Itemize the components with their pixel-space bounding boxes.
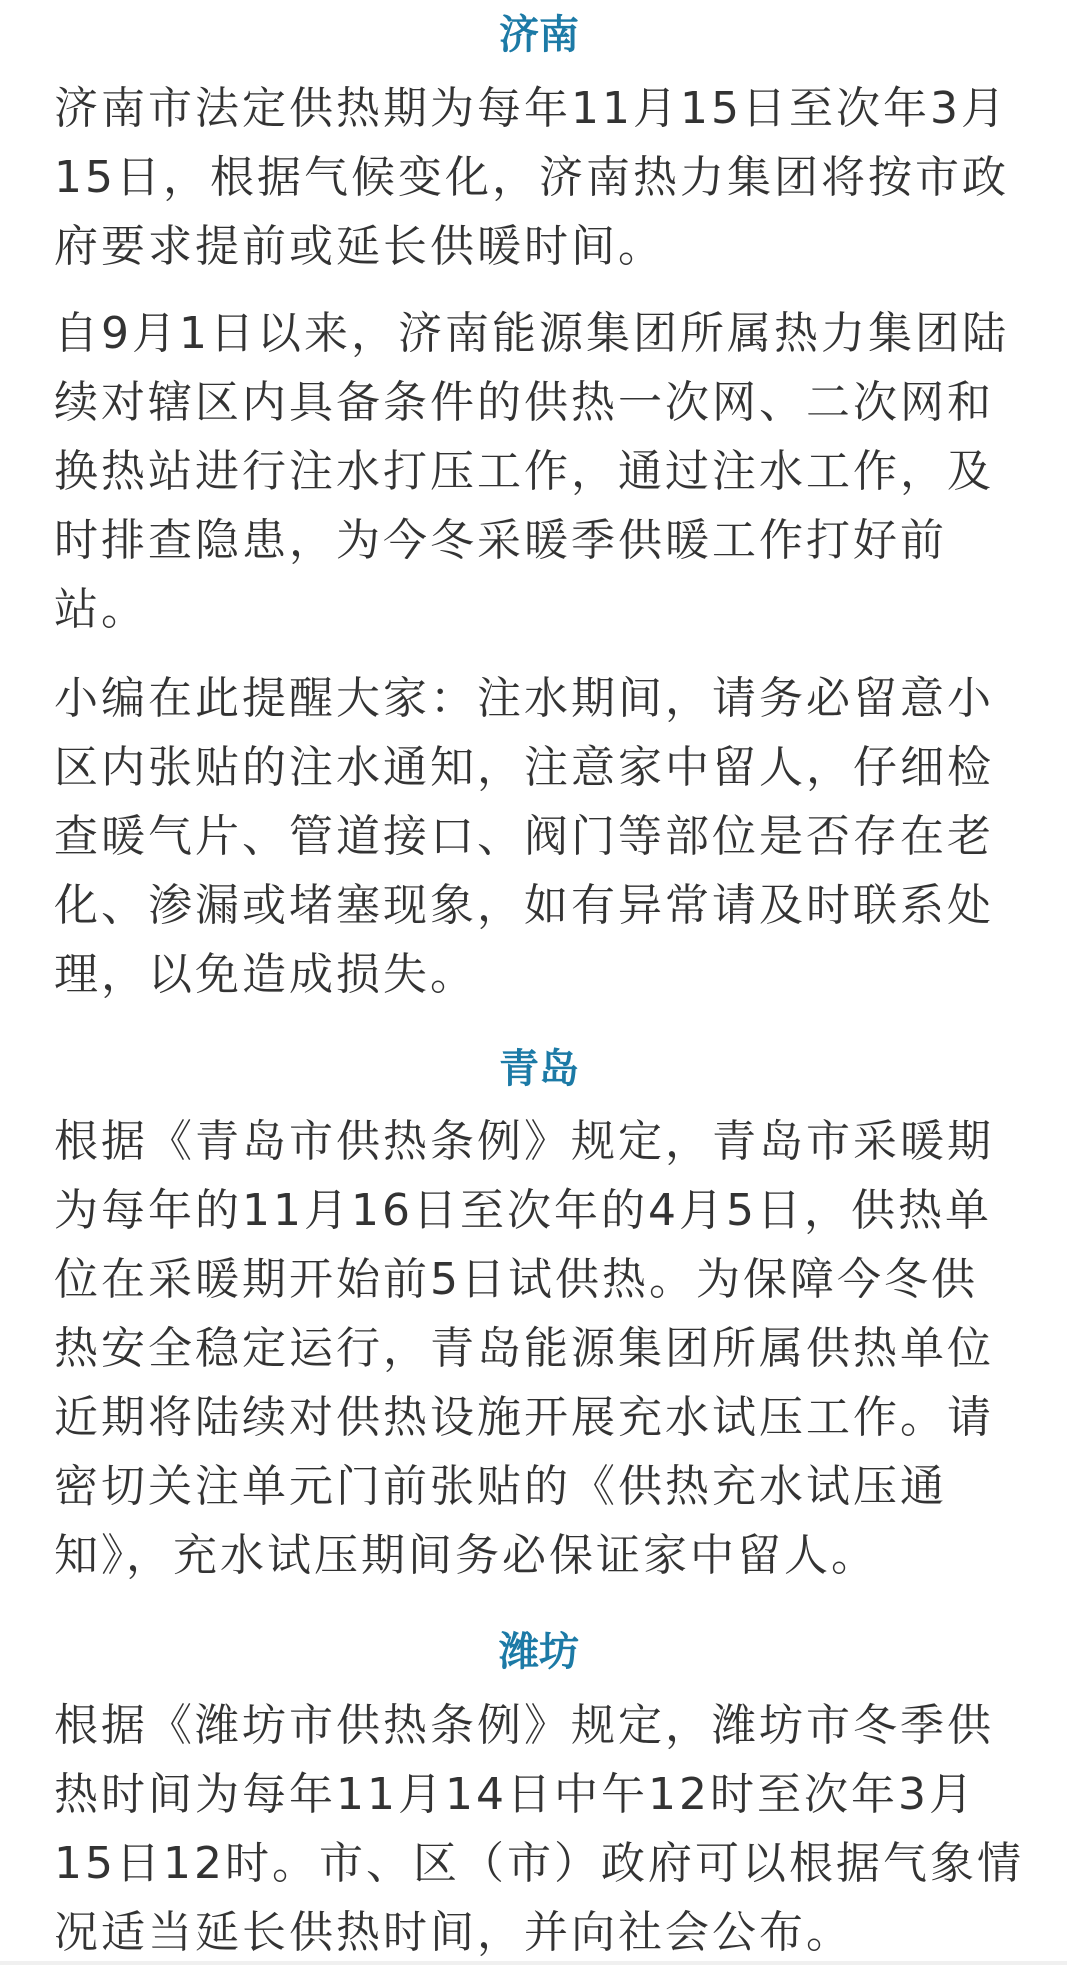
jinan-paragraph-reminder: 小编在此提醒大家：注水期间，请务必留意小区内张贴的注水通知，注意家中留人，仔细检查暖气片、管道接口、阀门等部位是否存在老化、渗漏或堵塞现象，如有异常请及时联系处理，以免造成损失。	[54, 673, 994, 1000]
bottom-divider	[0, 1961, 1067, 1965]
qingdao-paragraph-heating-regulation: 根据《青岛市供热条例》规定，青岛市采暖期为每年的11月16日至次年的4月5日，供热单位在采暖期开始前5日试供热。为保障今冬供热安全稳定运行，青岛能源集团所属供热单位近期将陆续对供热设施开展充水试压工作。请密切关注单元门前张贴的《供热充水试压通知》，充水试压期间务必保证家中留人。	[54, 1116, 994, 1581]
jinan-paragraph-heating-period: 济南市法定供热期为每年11月15日至次年3月15日，根据气候变化，济南热力集团将按市政府要求提前或延长供暖时间。	[54, 83, 1009, 272]
jinan-paragraph-water-filling-work: 自9月1日以来，济南能源集团所属热力集团陆续对辖区内具备条件的供热一次网、二次网和换热站进行注水打压工作，通过注水工作，及时排查隐患，为今冬采暖季供暖工作打好前站。	[54, 308, 1009, 635]
weifang-paragraph-heating-regulation: 根据《潍坊市供热条例》规定，潍坊市冬季供热时间为每年11月14日中午12时至次年3月15日12时。市、区（市）政府可以根据气象情况适当延长供热时间，并向社会公布。	[54, 1700, 1024, 1958]
section-heading-jinan: 济南	[499, 12, 579, 58]
section-heading-qingdao: 青岛	[499, 1046, 579, 1092]
section-heading-weifang: 潍坊	[499, 1629, 579, 1675]
article-body	[54, 0, 1024, 1967]
